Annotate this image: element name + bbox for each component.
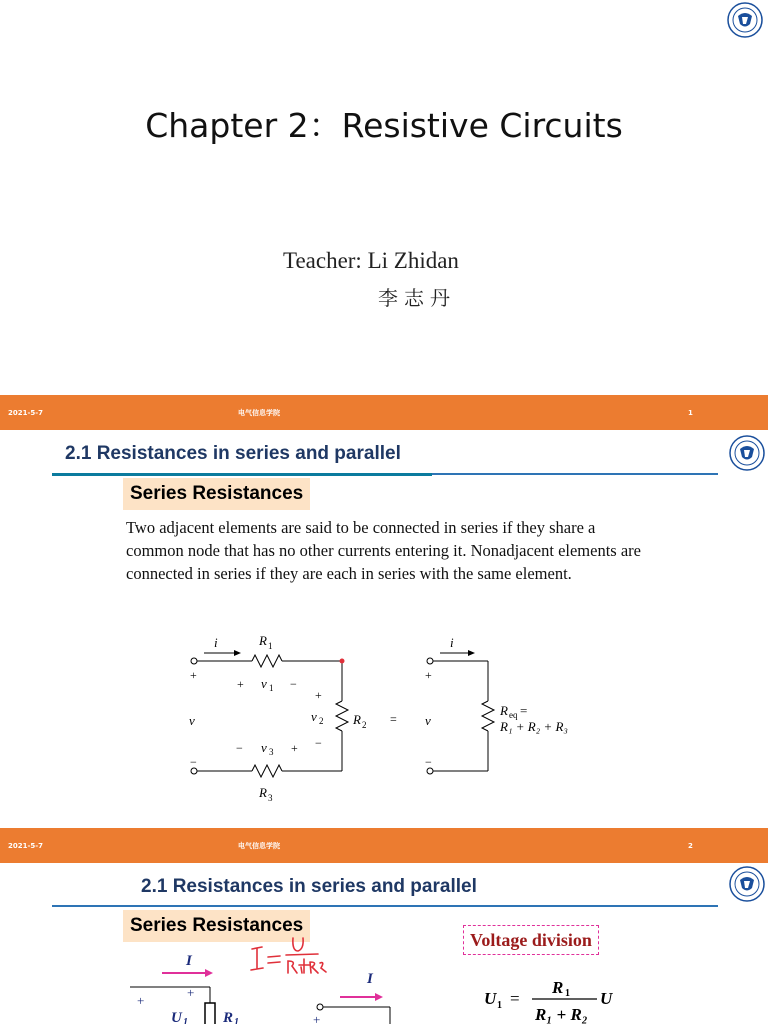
current-label-i-right: i	[450, 635, 454, 650]
plus-sign: +	[313, 1012, 321, 1024]
teacher-name-chinese: 李志丹	[378, 286, 456, 310]
plus-sign: +	[137, 993, 145, 1008]
series-resistances-tag: Series Resistances	[123, 478, 310, 510]
formula-lhs: U	[484, 989, 497, 1008]
equals-sign: =	[390, 712, 397, 726]
current-label-I: I	[186, 953, 192, 969]
plus-sign: +	[315, 688, 322, 702]
v1-sub: 1	[269, 683, 274, 693]
voltage-division-formula	[480, 968, 630, 1024]
minus-sign: −	[236, 741, 243, 755]
voltage-label-v: v	[189, 713, 195, 728]
plus-sign: +	[291, 741, 298, 755]
university-logo	[729, 866, 765, 902]
footer-page-number: 2	[688, 841, 693, 850]
series-resistances-tag: Series Resistances	[123, 910, 310, 942]
formula-numerator: R	[552, 978, 564, 997]
r2-label: R	[353, 712, 361, 727]
minus-sign: −	[315, 736, 322, 750]
r1-sub: 1	[234, 1017, 239, 1024]
v1-label: v	[261, 676, 267, 691]
teacher-name: Teacher: Li Zhidan	[283, 248, 459, 273]
v2-sub: 2	[319, 716, 324, 726]
plus-sign: +	[190, 668, 197, 682]
r1-sub: 1	[268, 641, 273, 651]
series-circuit-diagram	[170, 625, 600, 810]
req-equals: =	[520, 703, 528, 718]
formula-denominator: R₁ + R₂	[535, 1005, 588, 1024]
r2-sub: 2	[362, 720, 367, 730]
r3-sub: 3	[268, 793, 273, 803]
footer-department: 电气信息学院	[238, 841, 280, 850]
university-logo	[727, 2, 763, 38]
r1-label: R	[259, 633, 267, 648]
title-underline-accent	[52, 473, 432, 476]
minus-sign: −	[290, 677, 297, 691]
v3-sub: 3	[269, 747, 274, 757]
formula-equals: =	[510, 989, 520, 1008]
plus-sign: +	[187, 985, 195, 1000]
formula-numerator-sub: 1	[565, 988, 570, 999]
req-sub: eq	[509, 710, 518, 720]
voltage-division-label: Voltage division	[463, 925, 599, 955]
current-label-I-right: I	[367, 971, 373, 987]
plus-sign: +	[237, 677, 244, 691]
section-title: 2.1 Resistances in series and parallel	[65, 443, 401, 464]
minus-sign: −	[190, 755, 197, 769]
r1-label: R	[223, 1010, 234, 1024]
req-sum: R₁ + R₂ + R₃	[500, 719, 568, 734]
voltage-label-v-right: v	[425, 713, 431, 728]
slide-footer-bar	[0, 395, 768, 430]
section-title: 2.1 Resistances in series and parallel	[141, 876, 477, 897]
footer-date: 2021-5-7	[8, 841, 44, 850]
footer-date: 2021-5-7	[8, 408, 44, 417]
formula-rhs: U	[600, 989, 613, 1008]
req-label: R	[500, 703, 508, 718]
footer-page-number: 1	[688, 408, 693, 417]
v3-label: v	[261, 740, 267, 755]
voltage-division-circuit	[125, 945, 405, 1024]
series-definition-text: Two adjacent elements are said to be connected in series if they share a common node that has no other currents entering it. Nonadjacent elements are connected in series if they are each in series with the same element.	[126, 518, 641, 583]
r3-label: R	[259, 785, 267, 800]
title-underline	[52, 905, 718, 907]
university-logo	[729, 435, 765, 471]
formula-lhs-sub: 1	[497, 1000, 502, 1011]
u1-label: U	[171, 1010, 182, 1024]
v2-label: v	[311, 709, 317, 724]
minus-sign: −	[425, 755, 432, 769]
current-label-i: i	[214, 635, 218, 650]
plus-sign: +	[425, 668, 432, 682]
u1-sub: 1	[183, 1017, 188, 1024]
chapter-title: Chapter 2：Resistive Circuits	[145, 106, 623, 145]
slide-footer-bar	[0, 828, 768, 863]
footer-department: 电气信息学院	[238, 408, 280, 417]
